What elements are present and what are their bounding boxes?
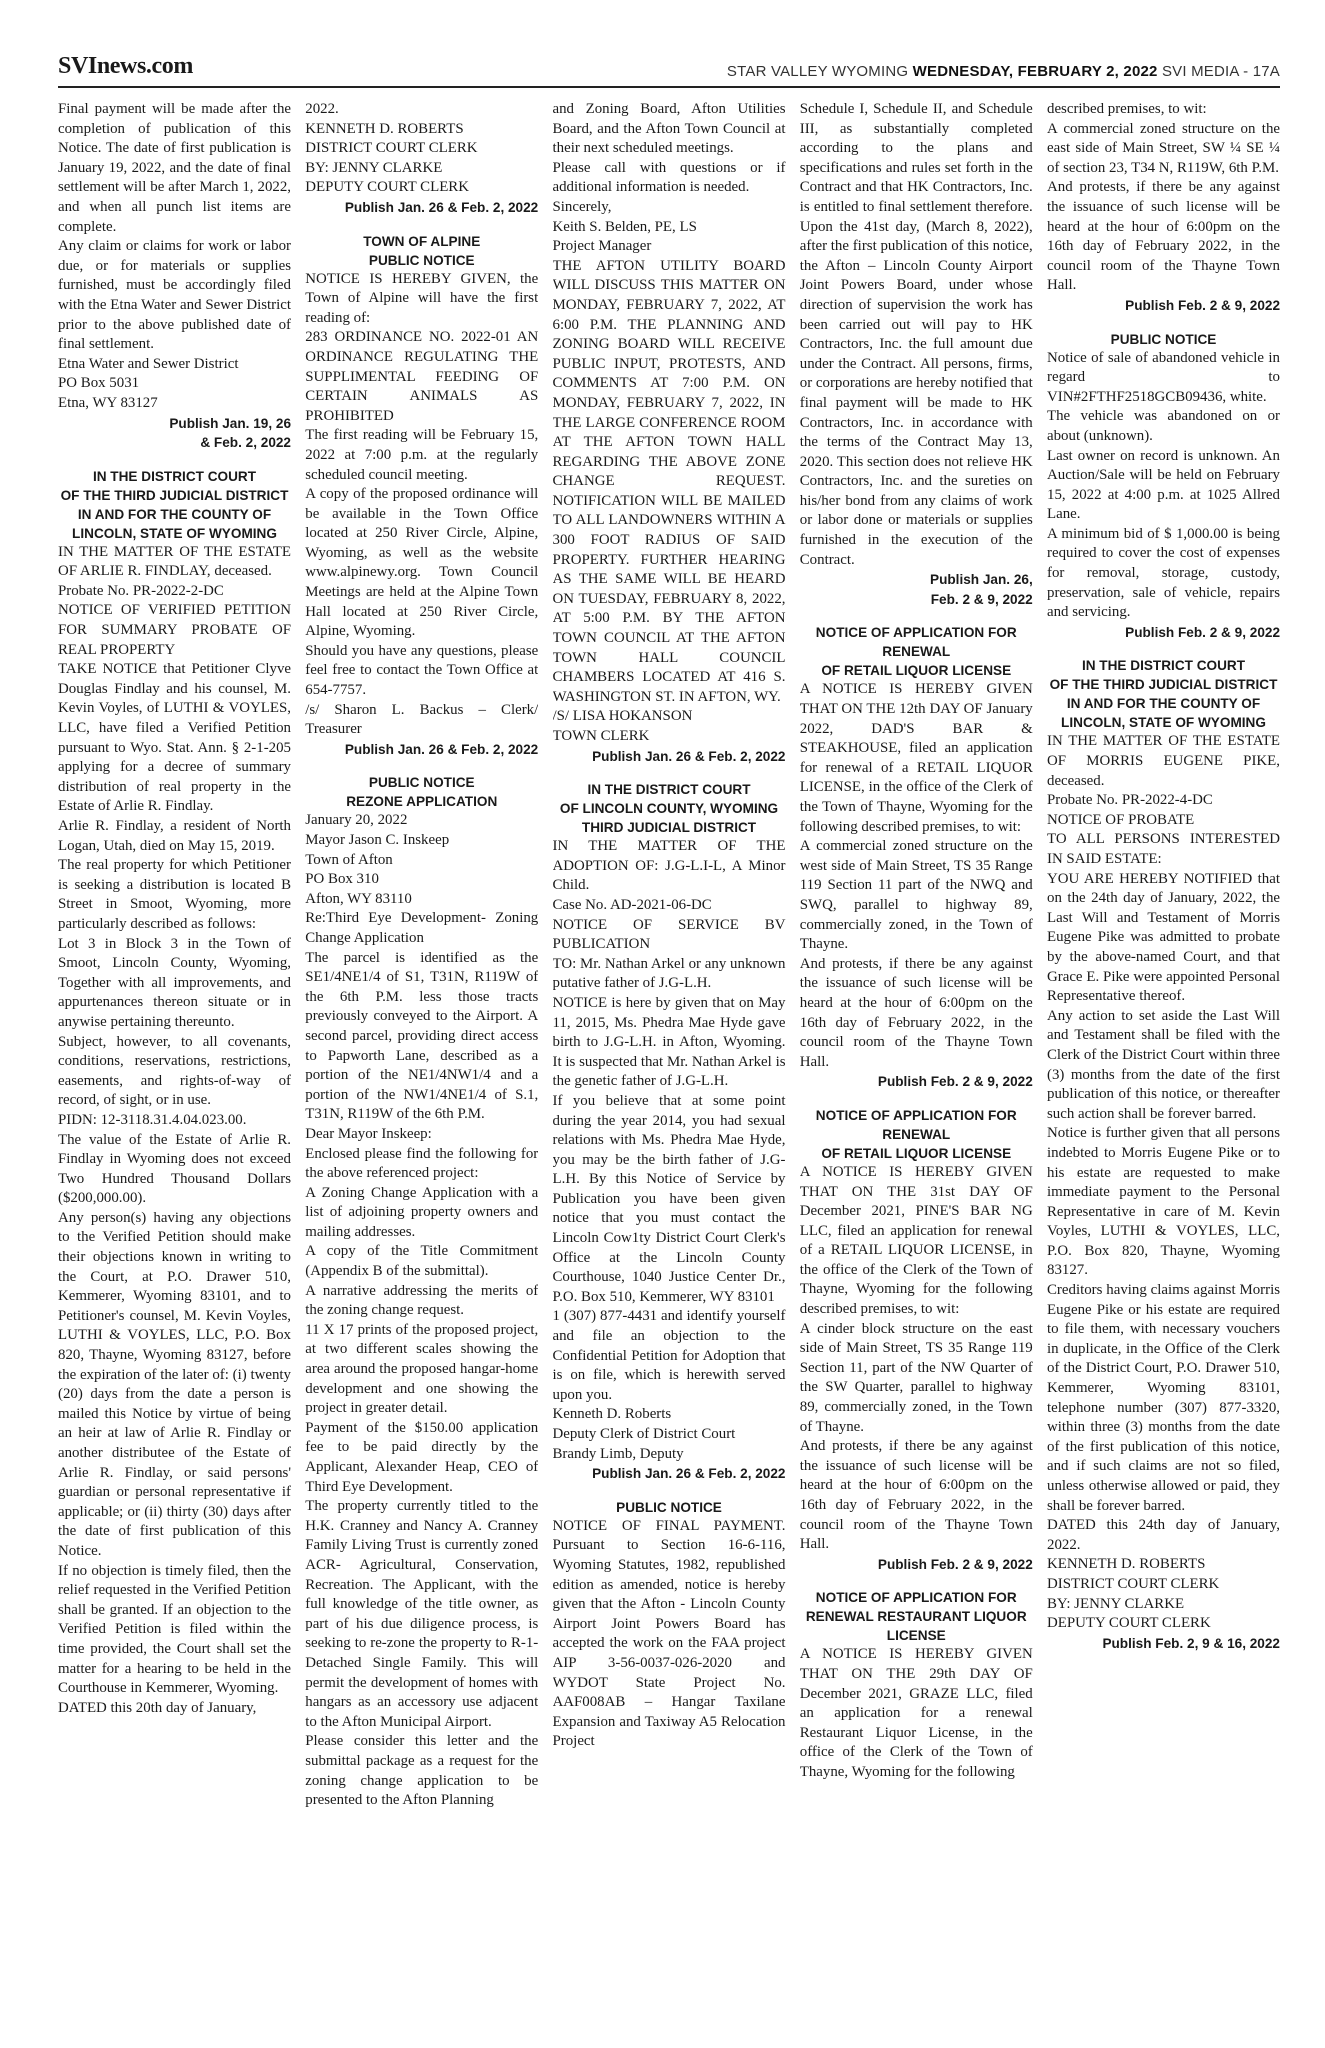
notice-text: THE AFTON UTILITY BOARD WILL DISCUSS THIS MATTER ON MONDAY, FEBRUARY 7, 2022, AT 6:00 P.M. THE PLANNING AND ZONING BOARD WILL RECEIVE PUBLIC INPUT, PROTESTS, AND COMMENTS AT 7:00 P.M. ON MONDAY, FEBRUARY 7, 2022, IN THE LARGE CONFERENCE ROOM AT THE AFTON TOWN HALL REGARDING THE ABOVE ZONE CHANGE REQUEST. NOTIFICATION WILL BE MAILED TO ALL LANDOWNERS WITHIN A 300 FOOT RADIUS OF SAID PROPERTY. FURTHER HEARING AS THE SAME WILL BE HEARD ON TUESDAY, FEBRUARY 8, 2022, AT 5:00 P.M. BY THE AFTON TOWN COUNCIL AT THE AFTON TOWN HALL COUNCIL CHAMBERS LOCATED AT 416 S. WASHINGTON ST. IN AFTON, WY. [552, 257, 786, 705]
notice-text: NOTICE OF FINAL PAYMENT. Pursuant to Section 16-6-116, Wyoming Statutes, 1982, republished edition as amended, notice is hereby given that the Afton - Lincoln County Airport Joint Powers Board has accepted the work on the FAA project AIP 3-56-0037-026-2020 and WYDOT State Project No. AAF008AB – Hangar Taxilane Expansion and Taxiway A5 Relocation Project [552, 1517, 786, 1750]
notice-text: Case No. AD-2021-06-DC [552, 896, 712, 913]
column-4 [800, 100, 1033, 2025]
publish-dates: Publish Feb. 2 & 9, 2022 [1125, 297, 1280, 313]
notice-heading: TOWN OF ALPINE [363, 233, 481, 249]
notice-text: Probate No. PR-2022-4-DC [1047, 792, 1213, 809]
column-5 [1047, 100, 1280, 2025]
notice-text: Subject, however, to all covenants, conditions, reservations, restrictions, easements, and rights-of-way of record, of sight, or in use. [58, 1033, 291, 1109]
notice-text: Notice is further given that all persons indebted to Morris Eugene Pike or to his estate are requested to make immediate payment to the Personal Representative in care of M. Kevin Voyles, LUTHI & VOYLES, LLC, P.O. Box 820, Thayne, Wyoming 83127. [1047, 1125, 1280, 1279]
notice-heading: IN THE DISTRICT COURT [587, 782, 751, 798]
page-header-info [727, 63, 1280, 80]
notice-text: NOTICE is here by given that on May 11, 2015, Ms. Phedra Mae Hyde gave birth to J.G-L.H. in Afton, Wyoming. It is suspected that Mr. Nathan Arkel is the genetic father of J.G-L.H. [552, 994, 786, 1090]
publish-dates: Publish Feb. 2, 9 & 16, 2022 [1102, 1635, 1280, 1651]
publish-dates: & Feb. 2, 2022 [200, 435, 291, 451]
notice-text: DISTRICT COURT CLERK [305, 140, 478, 157]
notice-text: TO: Mr. Nathan Arkel or any unknown putative father of J.G-L.H. [552, 955, 786, 992]
notice-text: NOTICE IS HEREBY GIVEN, the Town of Alpine will have the first reading of: [305, 270, 539, 326]
notice-text: PO Box 310 [305, 871, 379, 888]
notice-text: DATED this 20th day of January, [58, 1699, 257, 1716]
notice-heading: OF RETAIL LIQUOR LICENSE [821, 663, 1012, 679]
notice-heading: PUBLIC NOTICE [368, 775, 475, 791]
notice-heading: OF RETAIL LIQUOR LICENSE [821, 1145, 1012, 1161]
notice-text: A cinder block structure on the east side of Main Street, TS 35 Range 119 Section 11, part of the NW Quarter of the SW Quarter, parallel to highway 89, commercially zoned, in the Town of Thayne. [799, 1320, 1033, 1435]
notice-text: Re:Third Eye Development- Zoning Change Application [305, 910, 539, 946]
notice-heading: REZONE APPLICATION [346, 794, 498, 810]
notice-text: Kenneth D. Roberts [552, 1406, 672, 1423]
notice-text: Payment of the $150.00 application fee to be paid directly by the Applicant, Alexander Heap, CEO of Third Eye Development. [305, 1419, 539, 1495]
publish-dates: Feb. 2 & 9, 2022 [930, 591, 1033, 607]
publish-dates: Publish Feb. 2 & 9, 2022 [1125, 624, 1280, 640]
notice-heading: NOTICE OF APPLICATION FOR [815, 1590, 1017, 1606]
column-3 [553, 100, 786, 2025]
notice-text: The value of the Estate of Arlie R. Findlay in Wyoming does not exceed Two Hundred Thousand Dollars ($200,000.00). [58, 1131, 291, 1207]
notice-text: Any claim or claims for work or labor due, or for materials or supplies furnished, must be accordingly filed with the Etna Water and Sewer District prior to the above published date of final settlement. [58, 238, 291, 353]
notice-text: Dear Mayor Inskeep: [305, 1125, 432, 1142]
notice-text: NOTICE OF VERIFIED PETITION FOR SUMMARY PROBATE OF REAL PROPERTY [58, 602, 291, 658]
notice-text: Keith S. Belden, PE, LS [552, 218, 697, 235]
notice-text: Etna, WY 83127 [58, 394, 158, 411]
notice-text: and Zoning Board, Afton Utilities Board, and the Afton Town Council at their next scheduled meetings. [552, 101, 786, 157]
notice-text: Project Manager [552, 238, 652, 255]
notice-text: A NOTICE IS HEREBY GIVEN THAT ON THE 29th DAY OF December 2021, GRAZE LLC, filed an application for a renewal Restaurant Liquor License, in the office of the Clerk of the Town of Thayne, Wyoming for the following [799, 1646, 1033, 1780]
notice-text: IN THE MATTER OF THE ESTATE OF ARLIE R. FINDLAY, deceased. [58, 543, 291, 580]
notice-heading: OF THE THIRD JUDICIAL DISTRICT [1049, 677, 1278, 693]
notice-text: TAKE NOTICE that Petitioner Clyve Douglas Findlay and his counsel, M. Kevin Voyles, of LUTHI & VOYLES, LLC, have filed a Verified Petition pursuant to Wyo. Stat. Ann. § 2-1-205 applying for a decree of summary distribution of real property in the Estate of Arlie R. Findlay. [58, 661, 291, 815]
notice-text: BY: JENNY CLARKE [305, 159, 443, 176]
notice-text: DISTRICT COURT CLERK [1047, 1575, 1220, 1592]
notice-text: Last owner on record is unknown. An Auction/Sale will be held on February 15, 2022 at 4:00 p.m. at 1025 Allred Lane. [1047, 447, 1280, 523]
notice-text: Sincerely, [552, 198, 612, 215]
notice-text: YOU ARE HEREBY NOTIFIED that on the 24th day of January, 2022, the Last Will and Testament of Morris Eugene Pike was admitted to probate by the above-named Court, and that Grace E. Pike were appointed Personal Representative thereof. [1047, 870, 1280, 1005]
notice-heading: OF LINCOLN COUNTY, WYOMING [559, 801, 779, 817]
notice-text: TOWN CLERK [552, 728, 650, 744]
notice-text: Schedule I, Schedule II, and Schedule III, as substantially completed according to the plans and specifications and rules set forth in the Contract and that HK Contractors, Inc. is entitled to final settlement therefore. Upon the 41st day, (March 8, 2022), after the first publication of this notice, the Afton – Lincoln County Airport Joint Powers Board, under whose direction of supervision the work has been carried out will pay to HK Contractors, Inc. the full amount due under the Contract. All persons, firms, or corporations are hereby notified that final payment will be made to HK Contractors, Inc. in accordance with the terms of the Contract May 13, 2020. This section does not relieve HK Contractors, Inc. and the sureties on his/her bond from any claims of work or labor done or materials or supplies furnished in the execution of the Contract. [799, 101, 1033, 568]
legal-notice-columns [58, 100, 1280, 2025]
notice-text: Probate No. PR-2022-2-DC [58, 582, 224, 599]
publish-dates: Publish Jan. 19, 26 [169, 415, 291, 431]
notice-text: And protests, if there be any against the issuance of such license will be heard at the hour of 6:00pm on the 16th day of February 2022, in the council room of the Thayne Town Hall. [1047, 179, 1280, 294]
notice-text: If you believe that at some point during the year 2014, you had sexual relations with Ms. Phedra Mae Hyde, you may be the birth father of J.G-L.H. By this Notice of Service by Publication you have been given notice that you must contact the Lincoln Cow1ty District Court Clerk's Office at the Lincoln County Courthouse, 1040 Justice Center Dr., P.O. Box 510, Kemmerer, WY 83101 [552, 1092, 786, 1305]
notice-text: KENNETH D. ROBERTS [1047, 1556, 1206, 1573]
notice-heading: NOTICE OF APPLICATION FOR RENEWAL [815, 625, 1017, 660]
notice-text: A copy of the proposed ordinance will be available in the Town Office located at 250 River Circle, Alpine, Wyoming, as well as the website www.alpinewy.org. Town Council Meetings are held at the Alpine Town Hall located at 250 River Circle, Alpine, Wyoming. [305, 486, 539, 640]
notice-text: Arlie R. Findlay, a resident of North Logan, Utah, died on May 15, 2019. [58, 818, 291, 854]
notice-text: Creditors having claims against Morris Eugene Pike or his estate are required to file them, with necessary vouchers in duplicate, in the Office of the Clerk of the District Court, P.O. Drawer 510, Kemmerer, Wyoming 83101, telephone number (307) 877-3320, within three (3) months from the date of the first publication of this notice, and if such claims are not so filed, unless otherwise allowed or paid, they shall be forever barred. [1047, 1282, 1280, 1514]
notice-text: A NOTICE IS HEREBY GIVEN THAT ON THE 31st DAY OF December 2021, PINE'S BAR NG LLC, filed an application for renewal of a RETAIL LIQUOR LICENSE, in the office of the Clerk of the Town of Thayne, Wyoming for the following described premises, to wit: [799, 1163, 1033, 1318]
notice-text: PIDN: 12-3118.31.4.04.023.00. [58, 1111, 247, 1128]
notice-text: Mayor Jason C. Inskeep [305, 832, 450, 848]
notice-text: And protests, if there be any against the issuance of such license will be heard at the hour of 6:00pm on the 16th day of February 2022, in the council room of the Thayne Town Hall. [799, 955, 1033, 1070]
notice-text: Any action to set aside the Last Will and Testament shall be filed with the Clerk of the District Court within three (3) months from the date of the first publication of this notice, or thereafter such action shall be forever barred. [1047, 1007, 1280, 1122]
notice-text: 2022. [305, 101, 339, 117]
notice-text: DEPUTY COURT CLERK [1047, 1615, 1211, 1632]
notice-heading: IN AND FOR THE COUNTY OF LINCOLN, STATE OF WYOMING [72, 506, 277, 541]
notice-text: IN THE MATTER OF THE ESTATE OF MORRIS EUGENE PIKE, deceased. [1047, 733, 1280, 789]
notice-text: KENNETH D. ROBERTS [305, 120, 464, 137]
notice-text: BY: JENNY CLARKE [1047, 1595, 1185, 1612]
column-2 [305, 100, 538, 2025]
notice-text: Afton, WY 83110 [305, 890, 412, 907]
notice-text: Should you have any questions, please feel free to contact the Town Office at 654-7757. [305, 642, 539, 699]
notice-text: Notice of sale of abandoned vehicle in regard to VIN#2FTHF2518GCB09436, white. [1047, 349, 1280, 405]
notice-text: The real property for which Petitioner is seeking a distribution is located B Street in Smoot, Wyoming, more particularly described as follows: [58, 857, 291, 932]
notice-text: If no objection is timely filed, then the relief requested in the Verified Petition shall be granted. If an objection to the Verified Petition is filed within the time provided, the Court shall set the matter for a hearing to be held in the Courthouse in Kemmerer, Wyoming. [58, 1562, 291, 1697]
notice-text: 1 (307) 877-4431 and identify yourself and file an objection to the Confidential Petition for Adoption that is on file, which is herewith served upon you. [552, 1308, 786, 1403]
notice-text: A NOTICE IS HEREBY GIVEN THAT ON THE 12th DAY OF January 2022, DAD'S BAR & STEAKHOUSE, filed an application for renewal of a RETAIL LIQUOR LICENSE, in the office of the Clerk of the Town of Thayne, Wyoming for the following described premises, to wit: [799, 681, 1033, 835]
notice-text: And protests, if there be any against the issuance of such license will be heard at the hour of 6:00pm on the 16th day of February 2022, in the council room of the Thayne Town Hall. [799, 1438, 1033, 1553]
notice-text: /S/ LISA HOKANSON [552, 708, 693, 725]
publish-dates: Publish Jan. 26, [930, 572, 1033, 588]
section-name: STAR VALLEY WYOMING [726, 63, 909, 80]
notice-heading: NOTICE OF APPLICATION FOR RENEWAL [815, 1107, 1017, 1142]
publish-dates: Publish Feb. 2 & 9, 2022 [877, 1074, 1033, 1090]
notice-text: A Zoning Change Application with a list of adjoining property owners and mailing addresses. [305, 1184, 539, 1240]
notice-text: A commercial zoned structure on the east side of Main Street, SW ¼ SE ¼ of section 23, T34 N, R119W, 6th P.M. [1047, 120, 1280, 176]
notice-text: DEPUTY COURT CLERK [305, 179, 469, 196]
notice-heading: RENEWAL RESTAURANT LIQUOR LICENSE [805, 1609, 1027, 1644]
notice-text: described premises, to wit: [1047, 101, 1207, 117]
notice-text: PO Box 5031 [58, 375, 140, 392]
notice-text: /s/ Sharon L. Backus – Clerk/ Treasurer [305, 701, 539, 738]
notice-text: The first reading will be February 15, 2022 at 7:00 p.m. at the regularly scheduled council meeting. [305, 427, 539, 483]
notice-text: NOTICE OF PROBATE [1047, 811, 1195, 828]
notice-text: January 20, 2022 [305, 812, 408, 829]
column-1 [58, 100, 291, 2025]
notice-text: The vehicle was abandoned on or about (unknown). [1047, 408, 1280, 444]
notice-heading: IN THE DISTRICT COURT [1081, 658, 1246, 674]
publish-dates: Publish Jan. 26 & Feb. 2, 2022 [344, 199, 539, 215]
masthead [58, 50, 1280, 80]
notice-heading: PUBLIC NOTICE [368, 252, 475, 268]
notice-heading: IN AND FOR THE COUNTY OF LINCOLN, STATE OF WYOMING [1061, 696, 1266, 731]
notice-text: The parcel is identified as the SE1/4NE1/4 of S1, T31N, R119W of the 6th P.M. less those tracts previously conveyed to the Airport. A second parcel, providing direct access to Papworth Lane, described as a portion of the NE1/4NW1/4 and a portion of the NW1/4NE1/4 of S.1, T31N, R119W of the 6th P.M. [305, 949, 539, 1123]
notice-heading: PUBLIC NOTICE [616, 1499, 722, 1515]
notice-text: Etna Water and Sewer District [58, 355, 239, 372]
site-name[interactable]: SVInews.com [58, 53, 193, 79]
publish-dates: Publish Feb. 2 & 9, 2022 [877, 1556, 1033, 1572]
notice-text: 283 ORDINANCE NO. 2022-01 AN ORDINANCE REGULATING THE SUPPLIMENTAL FEEDING OF CERTAIN ANIMALS AS PROHIBITED [305, 329, 539, 424]
notice-text: Final payment will be made after the completion of publication of this Notice. The date of first publication is January 19, 2022, and the date of final settlement will be after March 1, 2022, and when all punch list items are complete. [58, 101, 291, 235]
notice-text: Any person(s) having any objections to the Verified Petition should make their objections known in writing to the Court, at P.O. Drawer 510, Kemmerer, Wyoming 83101, and to Petitioner's counsel, M. Kevin Voyles, LUTHI & VOYLES, LLC, P.O. Box 820, Thayne, Wyoming 83127, before the expiration of the later of: (i) twenty (20) days from the date a person is mailed this Notice by virtue of being an heir at law of Arlie R. Findlay or another distributee of the Estate of Arlie R. Findlay, or said persons' guardian or personal representative if applicable; or (ii) thirty (30) days after the date of first publication of this Notice. [58, 1209, 291, 1559]
publish-dates: Publish Jan. 26 & Feb. 2, 2022 [592, 748, 786, 764]
issue-date: WEDNESDAY, FEBRUARY 2, 2022 [912, 63, 1158, 80]
notice-text: A minimum bid of $ 1,000.00 is being required to cover the cost of expenses for removal, storage, custody, preservation, sale of vehicle, repairs and servicing. [1047, 525, 1280, 621]
notice-text: Lot 3 in Block 3 in the Town of Smoot, Lincoln County, Wyoming, Together with all improvements, and appurtenances thereon situate or in anywise pertaining thereunto. [58, 935, 291, 1030]
notice-text: Deputy Clerk of District Court [552, 1426, 736, 1442]
publish-dates: Publish Jan. 26 & Feb. 2, 2022 [592, 1466, 786, 1482]
notice-heading: THIRD JUDICIAL DISTRICT [581, 820, 757, 836]
notice-text: Please call with questions or if additional information is needed. [552, 159, 786, 196]
notice-text: DATED this 24th day of January, 2022. [1047, 1517, 1280, 1553]
header-rule [58, 86, 1280, 88]
notice-text: Please consider this letter and the submittal package as a request for the zoning change application to be presented to the Afton Planning [305, 1733, 539, 1809]
notice-text: TO ALL PERSONS INTERESTED IN SAID ESTATE: [1047, 831, 1280, 867]
notice-text: Town of Afton [305, 851, 393, 868]
page-number: SVI MEDIA - 17A [1161, 63, 1280, 80]
notice-text: 11 X 17 prints of the proposed project, at two different scales showing the area around the proposed hangar-home development and one showing the project in greater detail. [305, 1321, 539, 1417]
notice-heading: OF THE THIRD JUDICIAL DISTRICT [60, 487, 289, 503]
notice-text: Enclosed please find the following for the above referenced project: [305, 1145, 539, 1182]
notice-text: The property currently titled to the H.K. Cranney and Nancy A. Cranney Family Living Trust is currently zoned ACR- Agricultural, Conservation, Recreation. The Applicant, with the full knowledge of the title owner, as part of his due diligence process, is seeking to re-zone the property to R-1- Detached Single Family. This will permit the development of homes with hangars as an accessory use adjacent to the Afton Municipal Airport. [305, 1498, 539, 1730]
notice-text: A copy of the Title Commitment (Appendix B of the submittal). [305, 1243, 539, 1280]
notice-text: A commercial zoned structure on the west side of Main Street, TS 35 Range 119 Section 11 part of the NWQ and SWQ, parallel to highway 89, commercially zoned, in the Town of Thayne. [799, 838, 1033, 953]
publish-dates: Publish Jan. 26 & Feb. 2, 2022 [344, 741, 539, 757]
notice-text: A narrative addressing the merits of the zoning change request. [305, 1282, 539, 1319]
notice-heading: PUBLIC NOTICE [1110, 331, 1217, 347]
notice-text: Brandy Limb, Deputy [552, 1445, 684, 1462]
notice-text: IN THE MATTER OF THE ADOPTION OF: J.G-L.I-L, A Minor Child. [552, 838, 786, 894]
notice-heading: IN THE DISTRICT COURT [92, 468, 257, 484]
notice-text: NOTICE OF SERVICE BV PUBLICATION [552, 916, 786, 953]
